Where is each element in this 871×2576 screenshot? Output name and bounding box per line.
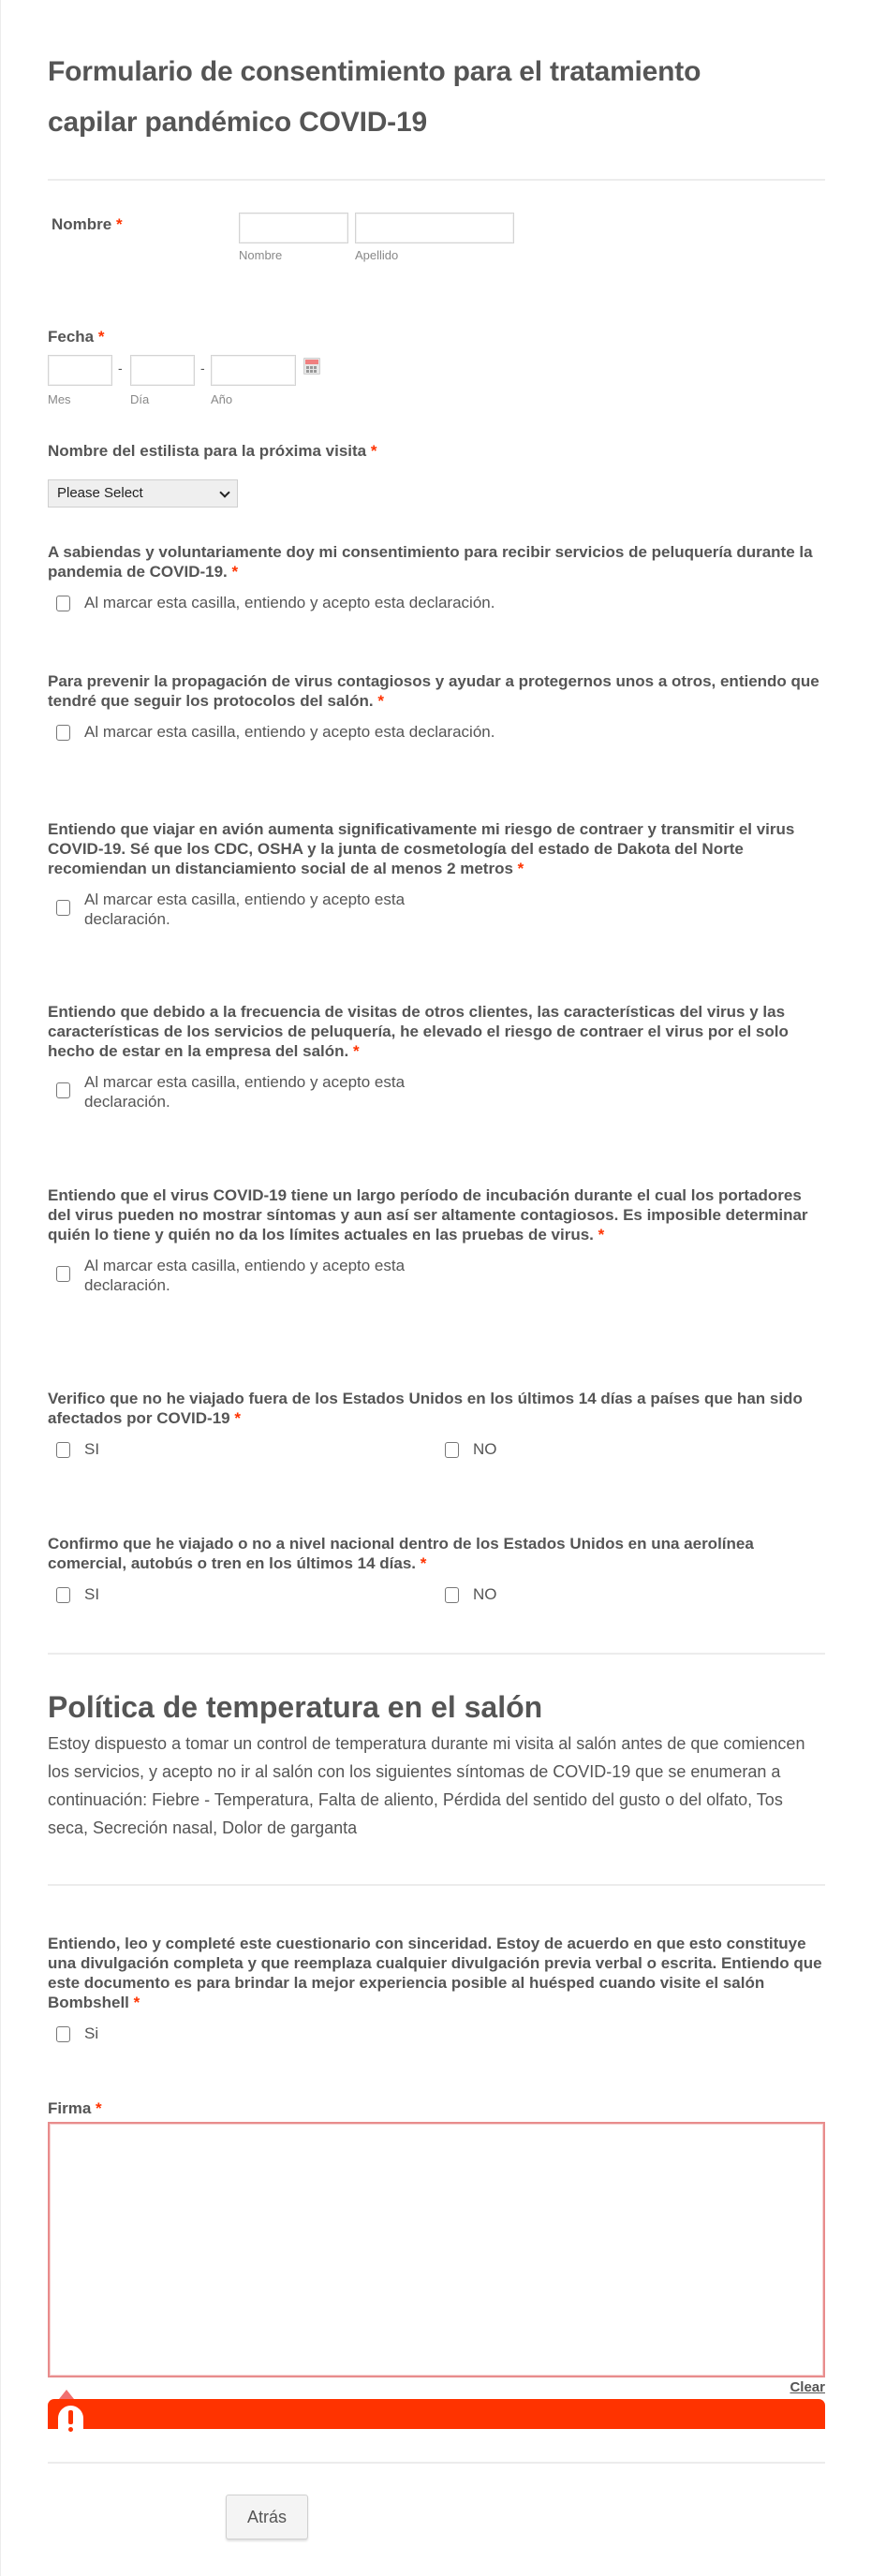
required-marker: * [517,860,524,877]
option-no[interactable] [436,1439,825,1459]
option-label: Al marcar esta casilla, entiendo y acepto esta declaración. [84,891,406,928]
chevron-down-icon [219,487,229,497]
final-question [48,1886,825,2098]
option-si[interactable] [48,1584,436,1604]
name-field [48,181,825,304]
last-name-input[interactable] [355,213,514,243]
option-label: Si [84,2024,99,2042]
error-pointer [59,2390,74,2399]
stylist-field [48,439,825,542]
form-title-line-1: Formulario de consentimiento para el tratamiento [48,56,701,87]
day-input[interactable] [130,355,195,386]
back-button[interactable]: Atrás [226,2495,308,2539]
section-heading: Política de temperatura en el salón [48,1690,543,1724]
yes-no-options [48,1439,825,1459]
consent-option-4[interactable] [48,1072,825,1111]
option-label: NO [473,1585,497,1603]
checkbox[interactable] [56,596,70,611]
required-marker: * [96,2099,102,2117]
option-label: Al marcar esta casilla, entiendo y acepto esta declaración. [84,723,495,741]
alert-icon [58,2406,83,2436]
option-label: SI [84,1585,100,1603]
question-label: Verifico que no he viajado fuera de los Estados Unidos en los últimos 14 días a países que han sido afectados por COVID-19 * [48,1390,803,1427]
consent-question-5 [48,1185,825,1389]
required-marker: * [234,1409,241,1427]
calendar-icon[interactable] [303,358,320,375]
year-input[interactable] [211,355,296,386]
question-label: Entiendo que viajar en avión aumenta significativamente mi riesgo de contraer y transmitir el virus COVID-19. Sé que los CDC, OSHA y la junta de cosmetología del estado de Dakota del Norte recomiendan un distanciamiento social de al menos 2 metros * [48,820,795,877]
option-si[interactable] [48,1439,436,1459]
option-label: Al marcar esta casilla, entiendo y acepto esta declaración. [84,1073,406,1111]
checkbox[interactable] [56,1442,70,1458]
checkbox[interactable] [56,1266,70,1282]
required-marker: * [231,563,239,581]
section-body: Estoy dispuesto a tomar un control de temperatura durante mi visita al salón antes de que comiencen los servicios, y acepto no ir al salón con los siguientes síntomas de COVID-19 que se enumeran a continuación: Fiebre - Temperatura, Falta de aliento, Pérdida del sentido del gusto o del olfato, Tos seca, Secreción nasal, Dolor de garganta [48,1734,805,1837]
clear-signature-link[interactable]: Clear [790,2379,825,2395]
option-label: SI [84,1440,100,1458]
consent-option-1[interactable] [48,593,825,612]
consent-question-4 [48,1002,825,1185]
temperature-section [48,1655,825,1884]
consent-option-5[interactable] [48,1256,825,1295]
form-title [48,0,825,179]
checkbox[interactable] [56,725,70,741]
required-marker: * [115,215,123,233]
date-separator: - [200,361,205,375]
travel-question-2 [48,1534,825,1653]
last-name-sublabel: Apellido [355,248,399,262]
question-label: A sabiendas y voluntariamente doy mi consentimiento para recibir servicios de peluquería durante la pandemia de COVID-19. * [48,543,813,581]
signature-field [48,2098,825,2462]
checkbox[interactable] [56,1587,70,1603]
consent-question-3 [48,819,825,1002]
consent-question-2 [48,671,825,819]
yes-no-options [48,1584,825,1604]
consent-option-3[interactable] [48,890,825,929]
stylist-select-value: Please Select [57,485,143,501]
question-label: Entiendo que debido a la frecuencia de visitas de otros clientes, las características del virus y las características de los servicios de peluquería, he elevado el riesgo de contraer el virus por el solo hecho de estar en la empresa del salón. * [48,1003,789,1060]
consent-question-1 [48,542,825,671]
signature-pad[interactable] [48,2122,825,2377]
signature-label: Firma * [48,2099,102,2117]
required-marker: * [377,692,384,710]
date-label: Fecha * [48,328,105,346]
question-label: Entiendo que el virus COVID-19 tiene un largo período de incubación durante el cual los portadores del virus pueden no mostrar síntomas y aun así ser altamente contagiosos. Es imposible determinar quién lo tiene y quién no da los límites actuales en las pruebas de virus. * [48,1186,808,1244]
checkbox[interactable] [56,2026,70,2042]
option-no[interactable] [436,1584,825,1604]
required-marker: * [352,1042,360,1060]
first-name-input[interactable] [239,213,348,243]
month-input[interactable] [48,355,112,386]
year-sublabel: Año [211,392,233,406]
checkbox[interactable] [56,900,70,916]
question-label: Para prevenir la propagación de virus contagiosos y ayudar a protegernos unos a otros, entiendo que tendré que seguir los protocolos del salón. * [48,672,819,710]
checkbox[interactable] [445,1587,459,1603]
date-field [48,304,825,439]
required-marker: * [598,1226,605,1244]
month-sublabel: Mes [48,392,71,406]
day-sublabel: Día [130,392,150,406]
stylist-select[interactable] [48,479,238,508]
option-label: Al marcar esta casilla, entiendo y acepto esta declaración. [84,1257,406,1294]
option-label: NO [473,1440,497,1458]
first-name-sublabel: Nombre [239,248,283,262]
checkbox[interactable] [445,1442,459,1458]
travel-question-1 [48,1389,825,1534]
required-marker: * [370,442,377,460]
required-marker: * [133,1994,140,2011]
consent-form [1,0,871,2576]
form-footer [48,2464,825,2576]
option-label: Al marcar esta casilla, entiendo y acepto esta declaración. [84,594,495,611]
error-message-bar [48,2399,825,2429]
required-marker: * [97,328,105,346]
question-label: Entiendo, leo y completé este cuestionario con sinceridad. Estoy de acuerdo en que esto constituye una divulgación completa y que reemplaza cualquier divulgación previa verbal o escrita. Entiendo que este documento es para brindar la mejor experiencia posible al huésped cuando visite el salón Bombshell * [48,1935,822,2011]
name-label: Nombre * [52,215,123,233]
question-label: Confirmo que he viajado o no a nivel nacional dentro de los Estados Unidos en una aerolínea comercial, autobús o tren en los últimos 14 días. * [48,1535,754,1572]
checkbox[interactable] [56,1082,70,1098]
required-marker: * [420,1554,427,1572]
consent-option-2[interactable] [48,722,825,742]
final-option-si[interactable] [48,2024,825,2043]
form-title-line-2: capilar pandémico COVID-19 [48,107,427,138]
date-separator: - [118,361,123,375]
stylist-label: Nombre del estilista para la próxima visita * [48,442,377,460]
